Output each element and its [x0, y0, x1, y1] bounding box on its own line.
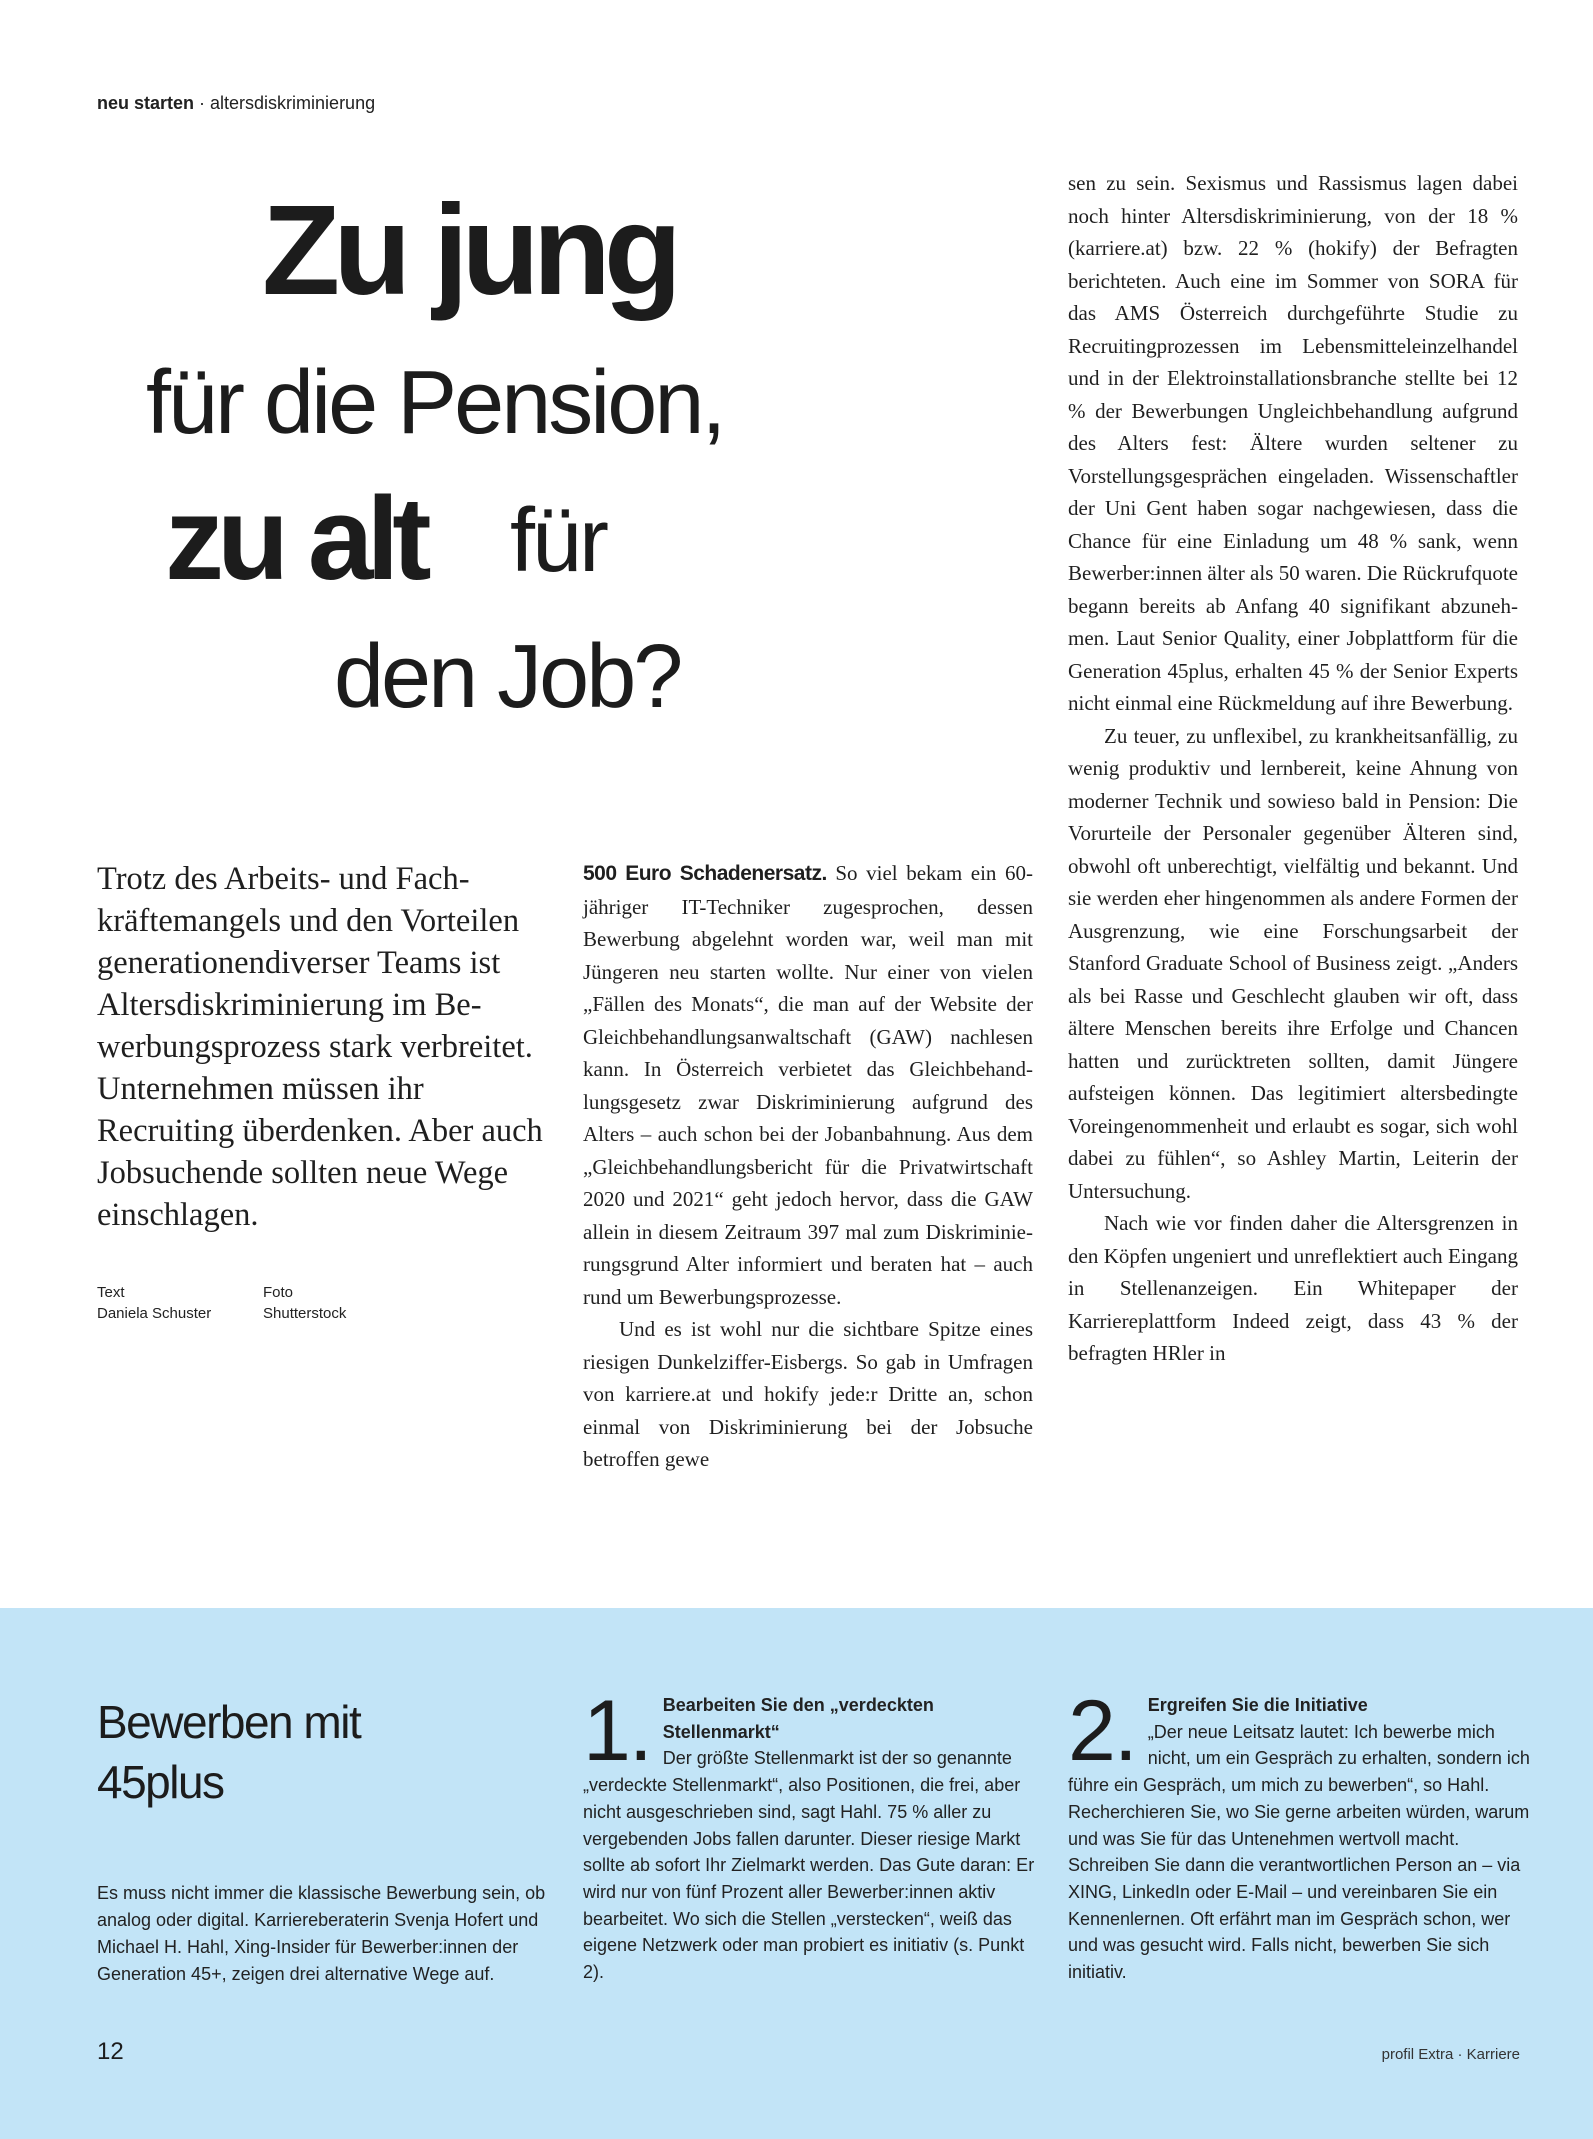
- page-number: 12: [97, 2038, 124, 2065]
- headline-line-1: Zu jung: [262, 179, 676, 322]
- credit-photo-name: Shutterstock: [263, 1305, 347, 1322]
- article-column-right: [1068, 167, 1518, 1370]
- infobox-step-1: [583, 1683, 1049, 1986]
- step-1-number: 1.: [583, 1683, 651, 1779]
- headline-line-3-bold: zu alt: [165, 473, 425, 605]
- article-paragraph-2: Und es ist wohl nur die sichtbare Spitze eines riesigen Dunkelziffer-Eisbergs. So gab in Umfragen von karriere.at und hokify jede:r Dritte an, schon einmal von Diskriminierung bei der Jobsuche betroffen gewe: [583, 1317, 1033, 1471]
- article-paragraph-3: Zu teuer, zu unflexibel, zu krankheitsanfällig, zu wenig produktiv und lernbereit, keine Ahnung von moderner Technik und sowieso bald in Pension: Die Vorurteile der Personaler gegenüber Älteren sind, obwohl oft unberechtigt, vielfältig und bekannt. Und sie werden eher hingenommen als andere Formen der Ausgrenzung, wie eine Forschungsarbeit der Stanford Graduate School of Business zeigt. „Anders als bei Rasse und Geschlecht glauben wir oft, dass ältere Menschen bereits ihre Erfolge und Chancen hatten und zurücktreten sollten, damit Jüngere aufsteigen können. Das legitimiert altersbedingte Voreingenommenheit und erlaubt es sogar, sich wohl dabei zu fühlen“, so Ashley Martin, Leiterin der Untersuchung.: [1068, 723, 1518, 1203]
- publication-footer: profil Extra · Karriere: [1381, 2046, 1520, 2063]
- step-1-text: Der größte Stellenmarkt ist der so genannte „verdeckte Stellenmarkt“, also Positionen, die frei, aber nicht ausgeschrieben sind, sagt Hahl. 75 % aller zu vergebenden Jobs fallen darunter. Dieser riesige Markt sollte ab sofort Ihr Zielmarkt werden. Das Gute daran: Er wird nur von fünf Prozent aller Bewerber:innen aktiv bearbeitet. Wo sich die Stellen „verstecken“, weiß das eigene Netzwerk oder man probiert es initiativ (s. Punkt 2).: [583, 1748, 1035, 1983]
- credit-text-label: Text: [97, 1284, 125, 1301]
- infobox-step-2: [1068, 1683, 1534, 1986]
- article-run-in: 500 Euro Schadenersatz.: [583, 862, 827, 885]
- headline-line-2: für die Pension,: [146, 353, 724, 453]
- article-paragraph-1: [583, 857, 1033, 1313]
- step-2-heading: Ergreifen Sie die Initiative: [1147, 1695, 1368, 1715]
- article-column-middle: [583, 857, 1033, 1476]
- credit-text-name: Daniela Schuster: [97, 1305, 212, 1322]
- headline-line-3-rest: für: [510, 491, 607, 591]
- infobox-title: Bewerben mit 45plus: [97, 1696, 361, 1808]
- step-2-text: „Der neue Leitsatz lautet: Ich bewerbe mich nicht, um ein Gespräch zu erhalten, sondern ich führe ein Gespräch, um mich zu bewerben“, so Hahl. Recherchieren Sie, wo Sie gerne arbeiten würden, warum und was Sie für das Untenehmen wertvoll macht. Schreiben Sie dann die verantwortlichen Person an – via XING, LinkedIn oder E-Mail – und vereinbaren Sie ein Kennenlernen. Oft erfährt man im Gespräch schon, wer und was gesucht wird. Falls nicht, bewerben Sie sich initiativ.: [1068, 1721, 1530, 1983]
- kicker-topic: altersdiskriminierung: [210, 93, 376, 113]
- kicker-separator: ·: [194, 93, 211, 113]
- credit-text: [97, 1282, 211, 1324]
- section-kicker: [97, 93, 375, 114]
- article-paragraph-4: Nach wie vor finden daher die Altersgrenzen in den Köpfen ungeniert und unreflektiert auch Eingang in Stellenanzeigen. Ein Whitepaper der Karriereplattform Indeed zeigt, dass 43 % der befragten HRler in: [1068, 1211, 1518, 1365]
- credit-photo-label: Foto: [263, 1284, 294, 1301]
- lead-paragraph: Trotz des Arbeits- und Fachkräftemangels und den Vorteilen generationendiverser Teams ist Altersdiskriminierung im Bewerbungsprozess stark verbreitet. Unternehmen müssen ihr Recruiting überdenken. Aber auch Jobsuchende sollten neue Wege einschlagen.: [97, 861, 543, 1233]
- step-1-heading: Bearbeiten Sie den „verdeckten Stellenmarkt“: [662, 1695, 934, 1742]
- headline-line-4: den Job?: [334, 627, 681, 727]
- kicker-section: neu starten: [97, 93, 195, 113]
- infobox-intro: Es muss nicht immer die klassische Bewerbung sein, ob analog oder digital. Karriereberaterin Svenja Hofert und Michael H. Hahl, Xing-Insider für Bewerber:innen der Generation 45+, zeigen drei alternative Wege auf.: [97, 1883, 546, 1984]
- credit-photo: [263, 1282, 346, 1324]
- article-paragraph-2-continued: sen zu sein. Sexismus und Rassismus lagen dabei noch hinter Altersdiskriminierung, von der 18 % (karriere.at) bzw. 22 % (hokify) der Befragten berichteten. Auch eine im Sommer von SORA für das AMS Österreich durchgeführte Studie zu Recruitingprozessen im Lebensmitteleinzelhandel und in der Elektroinstallationsbranche stellte bei 12 % der Bewerbungen Ungleichbehandlung aufgrund des Alters fest: Ältere wurden seltener zu Vorstellungsgesprächen eingeladen. Wissenschaftler der Uni Gent haben sogar nachgewiesen, dass die Chance für eine Einladung um 48 % sank, wenn Bewerber:innen älter als 50 waren. Die Rückrufquote begann bereits ab Anfang 40 signifikant abzunehmen. Laut Senior Quality, einer Jobplattform für die Generation 45plus, erhalten 45 % der Senior Experts nicht einmal eine Rückmeldung auf ihre Bewerbung.: [1068, 171, 1518, 715]
- step-2-number: 2.: [1068, 1683, 1136, 1779]
- article-paragraph-1-text: So viel bekam ein 60-jähriger IT-Techniker zugesprochen, dessen Bewerbung abgelehnt worden war, weil man mit Jüngeren neu starten wollte. Nur einer von vielen „Fällen des Monats“, die man auf der Website der Gleichbehandlungsanwaltschaft (GAW) nachlesen kann. In Österreich verbietet das Gleichbehandlungsgesetz zwar Diskriminierung aufgrund des Alters – auch schon bei der Jobanbahnung. Aus dem „Gleichbehandlungsbericht für die Privatwirtschaft 2020 und 2021“ geht jedoch hervor, dass die GAW allein in diesem Zeitraum 397 mal zum Diskriminierungsgrund Alter informiert und beraten hat – auch rund um Bewerbungsprozesse.: [583, 861, 1033, 1309]
